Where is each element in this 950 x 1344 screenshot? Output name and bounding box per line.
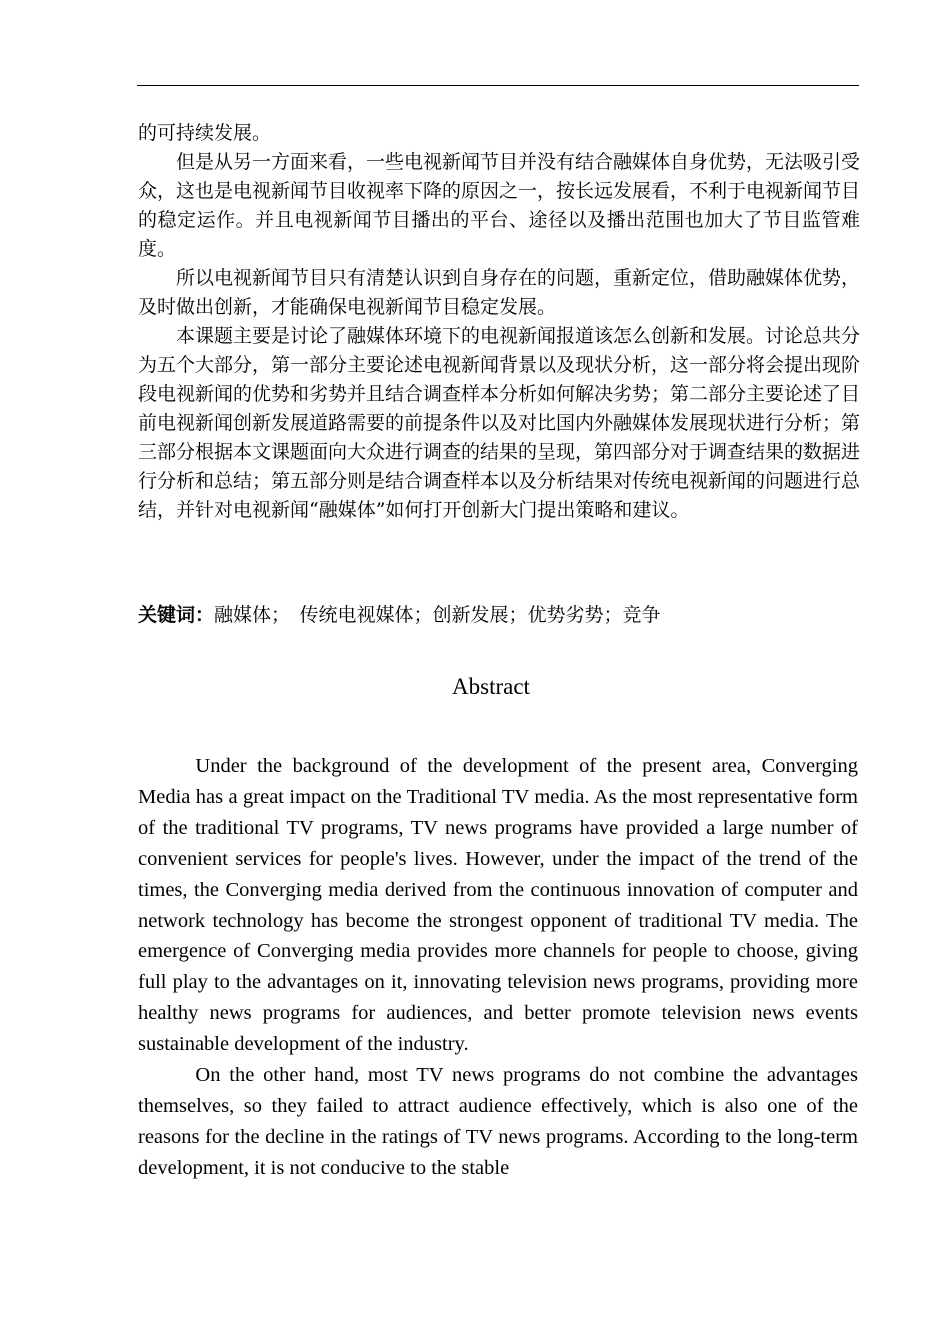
keywords-text: 融媒体； 传统电视媒体；创新发展；优势劣势；竞争 bbox=[214, 604, 661, 626]
keywords-label: 关键词： bbox=[138, 604, 215, 626]
en-paragraph-2: On the other hand, most TV news programs do not combine the advantages themselves, so they failed to attract audience effectively, which is also one of the reasons for the decline in the ratings of TV news programs. According to the long-term development, it is not conducive to the stable bbox=[138, 1064, 858, 1179]
continuation-line: 的可持续发展。 bbox=[138, 122, 272, 144]
english-abstract-body bbox=[138, 751, 858, 1184]
abstract-title: Abstract bbox=[452, 674, 530, 699]
chinese-body bbox=[138, 119, 860, 525]
header-rule bbox=[137, 85, 859, 86]
cn-paragraph-2: 所以电视新闻节目只有清楚认识到自身存在的问题，重新定位，借助融媒体优势，及时做出创新，才能确保电视新闻节目稳定发展。 bbox=[138, 267, 861, 318]
keywords-line bbox=[138, 601, 860, 630]
cn-paragraph-3: 本课题主要是讨论了融媒体环境下的电视新闻报道该怎么创新和发展。讨论总共分为五个大部分，第一部分主要论述电视新闻背景以及现状分析，这一部分将会提出现阶段电视新闻的优势和劣势并且结合调查样本分析如何解决劣势；第二部分主要论述了目前电视新闻创新发展道路需要的前提条件以及对比国内外融媒体发展现状进行分析；第三部分根据本文课题面向大众进行调查的结果的呈现，第四部分对于调查结果的数据进行分析和总结；第五部分则是结合调查样本以及分析结果对传统电视新闻的问题进行总结，并针对电视新闻“融媒体”如何打开创新大门提出策略和建议。 bbox=[138, 325, 861, 521]
en-paragraph-1: Under the background of the development of the present area, Converging Media has a great impact on the Traditional TV media. As the most representative form of the traditional TV programs, TV news programs have provided a large number of convenient services for people's lives. However, under the impact of the trend of the times, the Converging media derived from the continuous innovation of computer and network technology has become the strongest opponent of traditional TV media. The emergence of Converging media provides more channels for people to choose, giving full play to the advantages on it, innovating television news programs, providing more healthy news programs for audiences, and better promote television news events sustainable development of the industry. bbox=[138, 755, 858, 1056]
cn-paragraph-1: 但是从另一方面来看，一些电视新闻节目并没有结合融媒体自身优势，无法吸引受众，这也是电视新闻节目收视率下降的原因之一，按长远发展看，不利于电视新闻节目的稳定运作。并且电视新闻节目播出的平台、途径以及播出范围也加大了节目监管难度。 bbox=[138, 151, 861, 260]
